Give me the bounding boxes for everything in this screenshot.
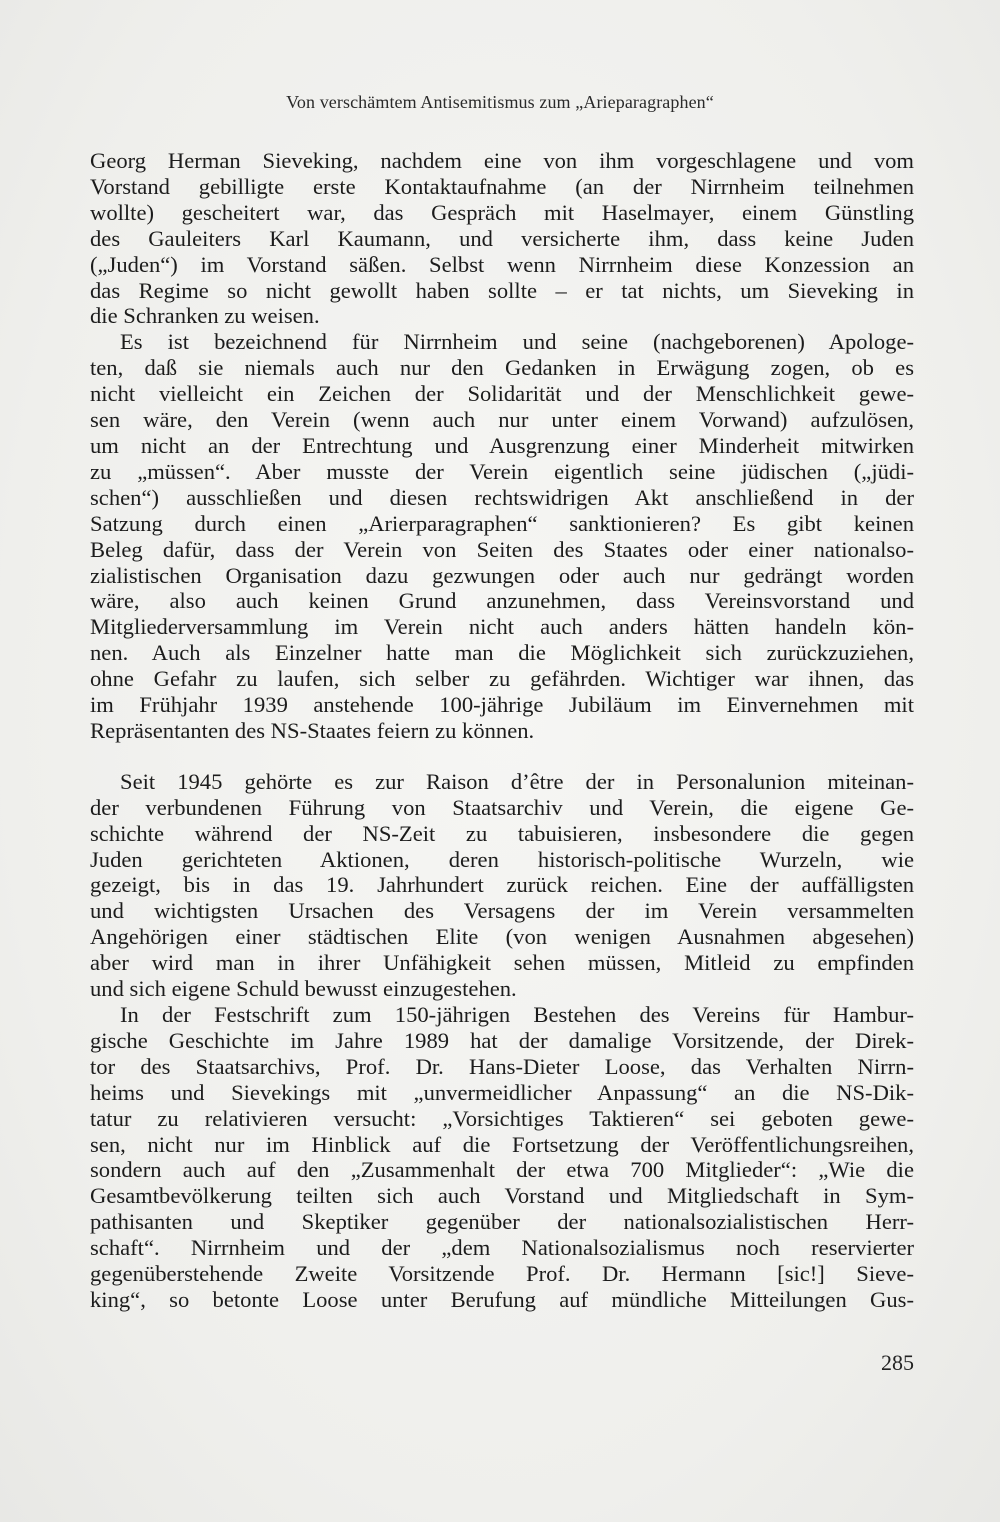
paragraph: [90, 329, 914, 744]
text-line: Mitgliederversammlung im Verein nicht auch anders hätten handeln kön-: [90, 614, 914, 640]
text-line: pathisanten und Skeptiker gegenüber der nationalsozialistischen Herr-: [90, 1209, 914, 1235]
text-line: Repräsentanten des NS-Staates feiern zu können.: [90, 717, 535, 743]
text-line: schichte während der NS-Zeit zu tabuisieren, insbesondere die gegen: [90, 820, 914, 846]
text-line: In der Festschrift zum 150-jährigen Bestehen des Vereins für Hambur-: [120, 1002, 914, 1027]
text-line: aber wird man in ihrer Unfähigkeit sehen müssen, Mitleid zu empfinden: [90, 950, 914, 976]
text-line: ten, daß sie niemals auch nur den Gedanken in Erwägung zogen, ob es: [90, 355, 914, 381]
text-line: Beleg dafür, dass der Verein von Seiten des Staates oder einer nationalso-: [90, 536, 914, 562]
text-line: heims und Sievekings mit „unvermeidlicher Anpassung“ an die NS-Dik-: [90, 1079, 914, 1105]
text-line: Seit 1945 gehörte es zur Raison d’être der in Personalunion miteinan-: [120, 768, 914, 794]
text-line: schaft“. Nirrnheim und der „dem Nationalsozialismus noch reservierter: [90, 1235, 914, 1261]
text-line: gezeigt, bis in das 19. Jahrhundert zurück reichen. Eine der auffälligsten: [90, 872, 914, 898]
text-line: tor des Staatsarchivs, Prof. Dr. Hans-Dieter Loose, das Verhalten Nirrn-: [90, 1053, 914, 1079]
text-line: tatur zu relativieren versucht: „Vorsichtiges Taktieren“ sei geboten gewe-: [90, 1105, 914, 1131]
text-line: Juden gerichteten Aktionen, deren historisch-politische Wurzeln, wie: [90, 846, 914, 872]
text-line: wäre, also auch keinen Grund anzunehmen, dass Vereinsvorstand und: [90, 588, 914, 614]
text-line: Angehörigen einer städtischen Elite (von wenigen Ausnahmen abgesehen): [90, 924, 914, 950]
text-line: gische Geschichte im Jahre 1989 hat der damalige Vorsitzende, der Direk-: [90, 1027, 914, 1053]
paragraph: [90, 1002, 914, 1313]
text-line: sen, nicht nur im Hinblick auf die Fortsetzung der Veröffentlichungsreihen,: [90, 1131, 914, 1157]
paragraph-gap: [90, 744, 914, 769]
text-line: und wichtigsten Ursachen des Versagens der im Verein versammelten: [90, 898, 914, 924]
text-line: wollte) gescheitert war, das Gespräch mit Haselmayer, einem Günstling: [90, 199, 914, 225]
text-line: des Gauleiters Karl Kaumann, und versicherte ihm, dass keine Juden: [90, 225, 914, 251]
text-line: zu „müssen“. Aber musste der Verein eigentlich seine jüdischen („jüdi-: [90, 458, 914, 484]
text-line: zialistischen Organisation dazu gezwungen oder auch nur gedrängt worden: [90, 562, 914, 588]
text-line: king“, so betonte Loose unter Berufung auf mündliche Mitteilungen Gus-: [90, 1286, 914, 1312]
text-line: im Frühjahr 1939 anstehende 100-jährige Jubiläum im Einvernehmen mit: [90, 692, 914, 718]
text-line: Vorstand gebilligte erste Kontaktaufnahme (an der Nirrnheim teilnehmen: [90, 173, 914, 199]
text-line: schen“) ausschließen und diesen rechtswidrigen Akt anschließend in der: [90, 484, 914, 510]
text-line: die Schranken zu weisen.: [90, 303, 320, 329]
running-head: Von verschämtem Antisemitismus zum „Arieparagraphen“: [286, 92, 714, 112]
text-line: ohne Gefahr zu laufen, sich selber zu gefährden. Wichtiger war ihnen, das: [90, 666, 914, 692]
page-number: 285: [881, 1350, 914, 1375]
text-line: gegenüberstehende Zweite Vorsitzende Prof. Dr. Hermann [sic!] Sieve-: [90, 1261, 914, 1287]
text-line: („Juden“) im Vorstand säßen. Selbst wenn Nirrnheim diese Konzession an: [90, 251, 914, 277]
text-line: nen. Auch als Einzelner hatte man die Möglichkeit sich zurückzuziehen,: [90, 640, 914, 666]
text-line: um nicht an der Entrechtung und Ausgrenzung einer Minderheit mitwirken: [90, 432, 914, 458]
text-line: sen wäre, den Verein (wenn auch nur unter einem Vorwand) aufzulösen,: [90, 407, 914, 433]
text-line: der verbundenen Führung von Staatsarchiv und Verein, die eigene Ge-: [90, 794, 914, 820]
text-line: und sich eigene Schuld bewusst einzugestehen.: [90, 976, 517, 1002]
text-line: sondern auch auf den „Zusammenhalt der etwa 700 Mitglieder“: „Wie die: [90, 1157, 914, 1183]
text-line: nicht vielleicht ein Zeichen der Solidarität und der Menschlichkeit gewe-: [90, 381, 914, 407]
paragraph: [90, 148, 914, 329]
text-line: Gesamtbevölkerung teilten sich auch Vorstand und Mitgliedschaft in Sym-: [90, 1183, 914, 1209]
text-line: das Regime so nicht gewollt haben sollte – er tat nichts, um Sieveking in: [90, 277, 914, 303]
text-line: Es ist bezeichnend für Nirrnheim und seine (nachgeborenen) Apologe-: [120, 329, 914, 355]
text-line: Georg Herman Sieveking, nachdem eine von ihm vorgeschlagene und vom: [90, 148, 914, 173]
body-text: [90, 148, 914, 1313]
text-line: Satzung durch einen „Arierparagraphen“ sanktionieren? Es gibt keinen: [90, 510, 914, 536]
paragraph: [90, 769, 914, 1002]
